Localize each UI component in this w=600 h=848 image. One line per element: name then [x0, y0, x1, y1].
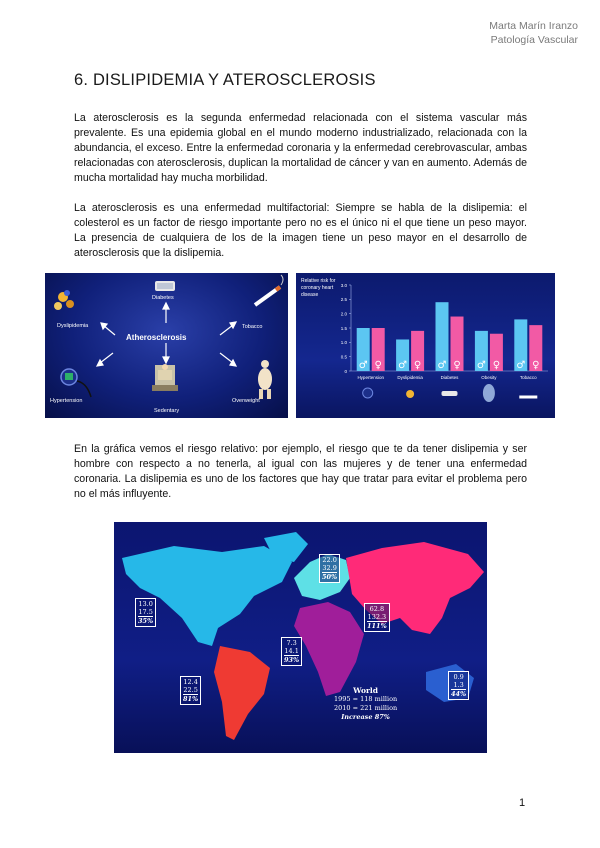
label-hypertension: Hypertension: [50, 398, 83, 404]
world-summary: [334, 686, 397, 722]
relative-risk-chart: [296, 273, 555, 418]
category-label: Obesity: [481, 375, 497, 380]
sex-symbol: ♂: [476, 360, 486, 371]
world-prevalence-map: [114, 522, 487, 753]
diabetes-icon: [442, 391, 458, 396]
dyslipidemia-icon: [54, 290, 74, 310]
page-number: 1: [519, 797, 526, 809]
stat-africa: 7.3 14.1 93%: [281, 637, 302, 666]
diagram-center-label: Atherosclerosis: [126, 333, 187, 342]
stat-north-america: 13.0 17.5 35%: [135, 598, 156, 627]
sex-symbol: ♀: [453, 360, 461, 371]
overweight-icon: [258, 360, 272, 399]
paragraph-intro: La aterosclerosis es la segunda enfermedad relacionada con el sistema vascular más prevalente. Es una epidemia global en el mundo moderno industrializado, relacionada con la abundancia, el exceso. Entre la enfermedad coronaria y la enfermedad cerebrovascular, ambas relacionadas con aterosclerosis, duplican la mortalidad de cáncer y van en aumento. Además de mucha mortalidad hay mucha morbilidad.: [74, 112, 527, 184]
label-dyslipidemia: Dyslipidemia: [57, 323, 89, 329]
sex-symbol: ♀: [492, 360, 501, 371]
section-title: 6. DISLIPIDEMIA Y ATEROSCLEROSIS: [74, 71, 376, 89]
author-name: Marta Marín Iranzo: [489, 20, 578, 32]
world-2010: 2010 = 221 million: [334, 704, 398, 712]
course-name: Patología Vascular: [490, 34, 578, 46]
category-label: Tobacco: [519, 375, 537, 380]
y-tick-label: 1.0: [340, 340, 347, 346]
y-tick-label: 2.0: [340, 311, 347, 317]
south-america-region: [214, 646, 270, 740]
y-tick-label: 0: [344, 368, 347, 374]
sex-symbol: ♀: [532, 360, 540, 371]
chart-ylabel: Relative risk for coronary heart disease: [301, 278, 336, 298]
y-tick-label: 3.0: [340, 282, 347, 288]
label-diabetes: Diabetes: [152, 295, 174, 301]
obesity-icon: [483, 384, 495, 402]
tobacco-icon: [255, 275, 283, 305]
stat-oceania: 0.9 1.3 44%: [448, 671, 469, 700]
stat-south-america: 12.4 22.5 81%: [180, 676, 201, 705]
label-overweight: Overweight: [232, 398, 260, 404]
sedentary-icon: [152, 364, 178, 391]
y-tick-label: 2.5: [340, 297, 347, 303]
africa-region: [294, 602, 364, 696]
y-tick-label: 0.5: [340, 354, 347, 360]
sex-symbol: ♂: [437, 360, 447, 371]
diabetes-icon: [155, 281, 175, 291]
y-tick-label: 1.5: [340, 325, 347, 331]
label-sedentary: Sedentary: [154, 408, 180, 414]
world-title: World: [353, 686, 379, 695]
north-america-region: [122, 546, 292, 646]
sex-symbol: ♂: [358, 360, 368, 371]
risk-factors-diagram: [45, 273, 288, 418]
paragraph-chart-explanation: En la gráfica vemos el riesgo relativo: por ejemplo, el riesgo que te da tener dislipemia y ser hombre con respecto a no tenerla, al igual con las mujeres y de tener una enfermedad coronaria. La dislipemia es uno de los factores que hay que tratar para evitar el problema pero no el más influyente.: [74, 443, 527, 500]
page-header: [489, 19, 578, 47]
world-1995: 1995 = 118 million: [334, 695, 398, 703]
stat-asia: 62.8 132.3 111%: [364, 603, 390, 632]
sex-symbol: ♂: [516, 360, 526, 371]
hypertension-icon: [61, 369, 91, 397]
world-increase: Increase 87%: [341, 713, 390, 721]
hypertension-icon: [363, 388, 373, 398]
category-label: Diabetes: [440, 375, 459, 380]
sex-symbol: ♀: [374, 360, 382, 371]
label-tobacco: Tobacco: [242, 324, 263, 330]
sex-symbol: ♂: [398, 360, 408, 371]
category-label: Hypertension: [357, 375, 384, 380]
sex-symbol: ♀: [413, 360, 422, 371]
category-label: Dyslipidemia: [397, 375, 423, 380]
paragraph-multifactorial: La aterosclerosis es una enfermedad multifactorial: Siempre se habla de la dislipemia: el colesterol es un factor de riesgo importante pero no es el único ni el que tiene un peso mayor. La presencia de cualquiera de los de la imagen tiene un peso mayor en el desarrollo de aterosclerosis que la dislipemia.: [74, 202, 527, 259]
dyslipidemia-icon: [406, 390, 414, 398]
stat-europe: 22.0 32.9 50%: [319, 554, 340, 583]
